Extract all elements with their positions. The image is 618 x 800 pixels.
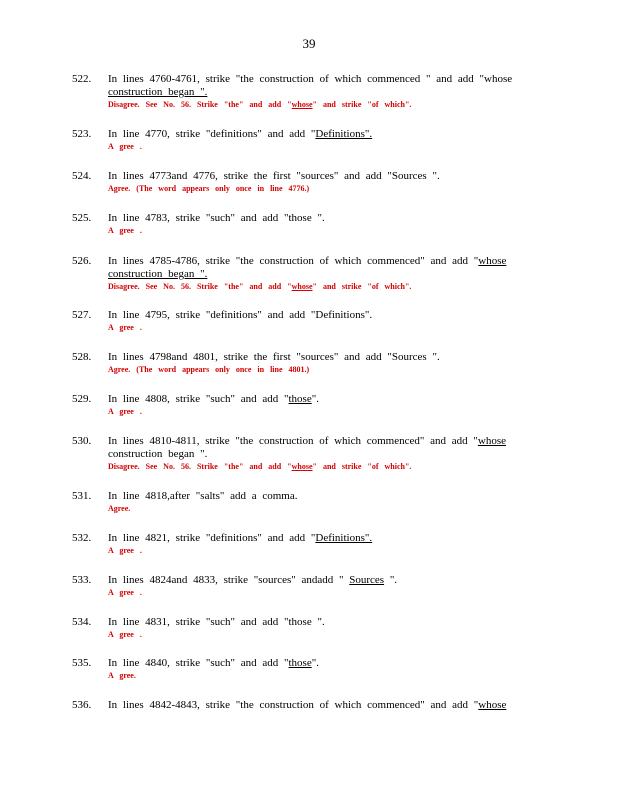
item-number: 522. [72,73,92,85]
response-text: A gree . [108,226,142,235]
response-text: A gree . [108,546,142,555]
item-number: 536. [72,699,92,711]
item-number: 530. [72,435,92,447]
amendment-text: In line 4840, strike "such" and add "those". [108,657,319,669]
amendment-text: In line 4818,after "salts" add a comma. [108,490,298,502]
response-text: Agree. (The word appears only once in line 4776.) [108,184,310,193]
amendment-text: In lines 4810-4811, strike "the construction of which commenced" and add "whose [108,435,506,447]
amendment-text: In line 4831, strike "such" and add "those ". [108,616,325,628]
amendment-text: In line 4795, strike "definitions" and add "Definitions". [108,309,373,321]
response-text: A gree . [108,630,142,639]
item-number: 524. [72,170,92,182]
amendment-text-continued: construction began ". [108,268,208,280]
response-text: Disagree. See No. 56. Strike "the" and add "whose" and strike "of which". [108,100,412,109]
amendment-text: In line 4808, strike "such" and add "those". [108,393,319,405]
item-number: 534. [72,616,92,628]
amendment-text: In lines 4798and 4801, strike the first "sources" and add "Sources ". [108,351,440,363]
response-text: A gree . [108,588,142,597]
amendment-text: In lines 4785-4786, strike "the construction of which commenced" and add "whose [108,255,507,267]
item-number: 532. [72,532,92,544]
response-text: A gree . [108,142,142,151]
item-number: 535. [72,657,92,669]
amendment-text: In line 4770, strike "definitions" and add "Definitions". [108,128,373,140]
response-text: A gree . [108,407,142,416]
item-number: 525. [72,212,92,224]
amendment-text: In lines 4773and 4776, strike the first "sources" and add "Sources ". [108,170,440,182]
response-text: A gree . [108,323,142,332]
amendment-text: In lines 4824and 4833, strike "sources" andadd " Sources ". [108,574,398,586]
amendment-text: In lines 4842-4843, strike "the construction of which commenced" and add "whose [108,699,507,711]
item-number: 531. [72,490,92,502]
amendment-text: In line 4783, strike "such" and add "those ". [108,212,325,224]
item-number: 533. [72,574,92,586]
amendment-text: In lines 4760-4761, strike "the construction of which commenced " and add "whose [108,73,513,85]
response-text: A gree. [108,671,136,680]
response-text: Agree. (The word appears only once in line 4801.) [108,365,310,374]
response-text: Disagree. See No. 56. Strike "the" and add "whose" and strike "of which". [108,462,412,471]
item-number: 529. [72,393,92,405]
amendment-text: In line 4821, strike "definitions" and add "Definitions". [108,532,373,544]
amendment-text-continued: construction began ". [108,448,208,460]
page-number: 39 [302,36,316,51]
response-text: Agree. [108,504,131,513]
item-number: 523. [72,128,92,140]
item-number: 526. [72,255,92,267]
response-text: Disagree. See No. 56. Strike "the" and add "whose" and strike "of which". [108,282,412,291]
item-number: 528. [72,351,92,363]
item-number: 527. [72,309,92,321]
amendment-text-continued: construction began ". [108,86,208,98]
